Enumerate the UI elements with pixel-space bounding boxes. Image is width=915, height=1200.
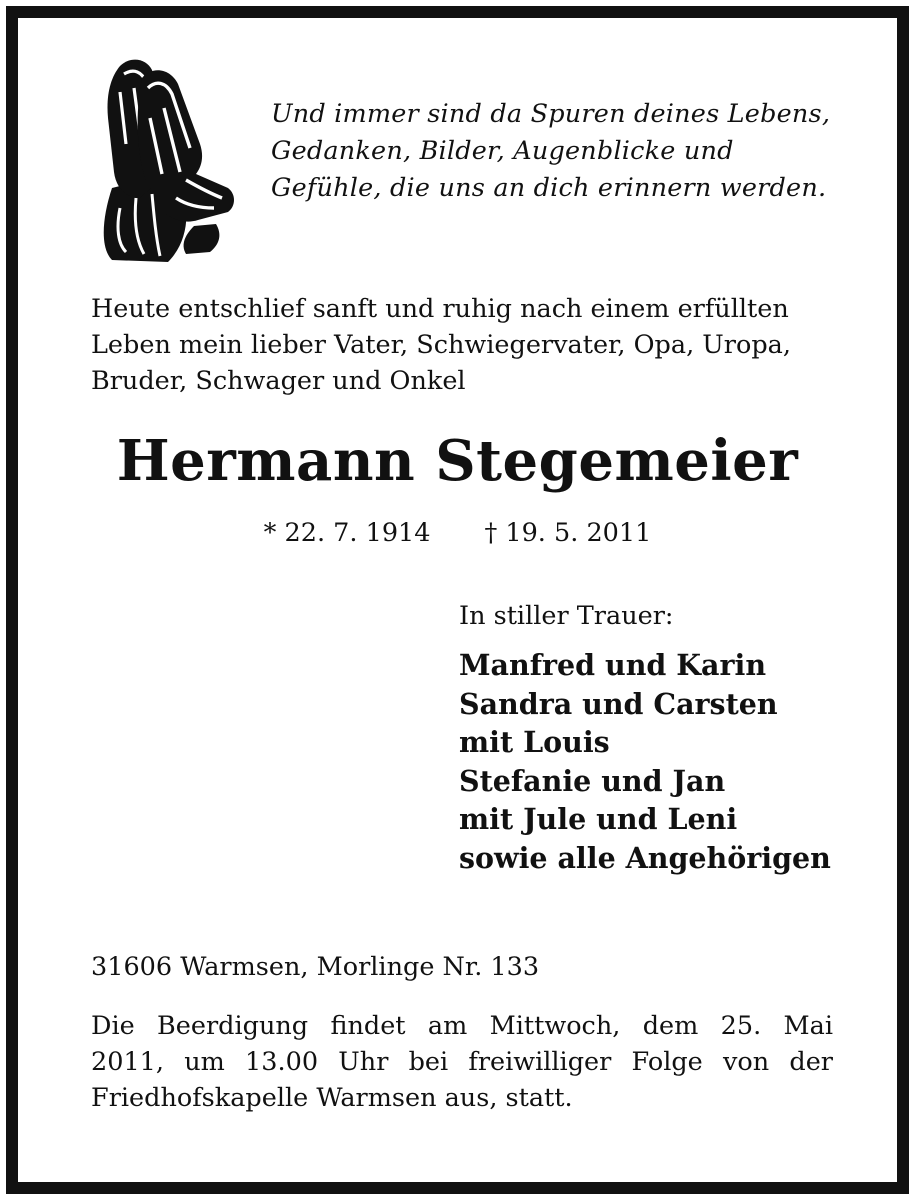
mourner-name: Stefanie und Jan (459, 763, 726, 798)
intro-text (91, 291, 851, 399)
intro-line: Heute entschlief sanft und ruhig nach einem erfüllten (91, 294, 789, 324)
poem-line: Und immer sind da Spuren deines Lebens, (271, 99, 831, 129)
mourners-list (459, 646, 831, 877)
life-dates (0, 515, 915, 551)
funeral-line: Die Beerdigung findet am Mittwoch, dem 25. Mai (91, 1011, 833, 1041)
mourning-heading: In stiller Trauer: (459, 601, 674, 631)
mourner-name: sowie alle Angehörigen (459, 840, 831, 875)
death-date: † 19. 5. 2011 (484, 518, 652, 548)
funeral-line: 2011, um 13.00 Uhr bei freiwilliger Folge von der (91, 1047, 833, 1077)
poem-line: Gefühle, die uns an dich erinnern werden. (271, 173, 827, 203)
intro-line: Leben mein lieber Vater, Schwiegervater, Opa, Uropa, (91, 330, 791, 360)
poem-verse (271, 96, 871, 207)
mourner-name: mit Louis (459, 725, 610, 759)
poem-line: Gedanken, Bilder, Augenblicke und (271, 136, 734, 166)
funeral-line: Friedhofskapelle Warmsen aus, statt. (91, 1083, 573, 1113)
praying-hands-icon (90, 48, 240, 270)
deceased-name: Hermann Stegemeier (116, 428, 799, 494)
mourner-name: Manfred und Karin (459, 648, 767, 682)
address: 31606 Warmsen, Morlinge Nr. 133 (91, 952, 540, 982)
birth-date: * 22. 7. 1914 (263, 518, 431, 548)
mourner-name: mit Jule und Leni (459, 802, 738, 836)
intro-line: Bruder, Schwager und Onkel (91, 366, 466, 396)
funeral-notice (91, 1008, 833, 1116)
mourner-name: Sandra und Carsten (459, 686, 778, 721)
